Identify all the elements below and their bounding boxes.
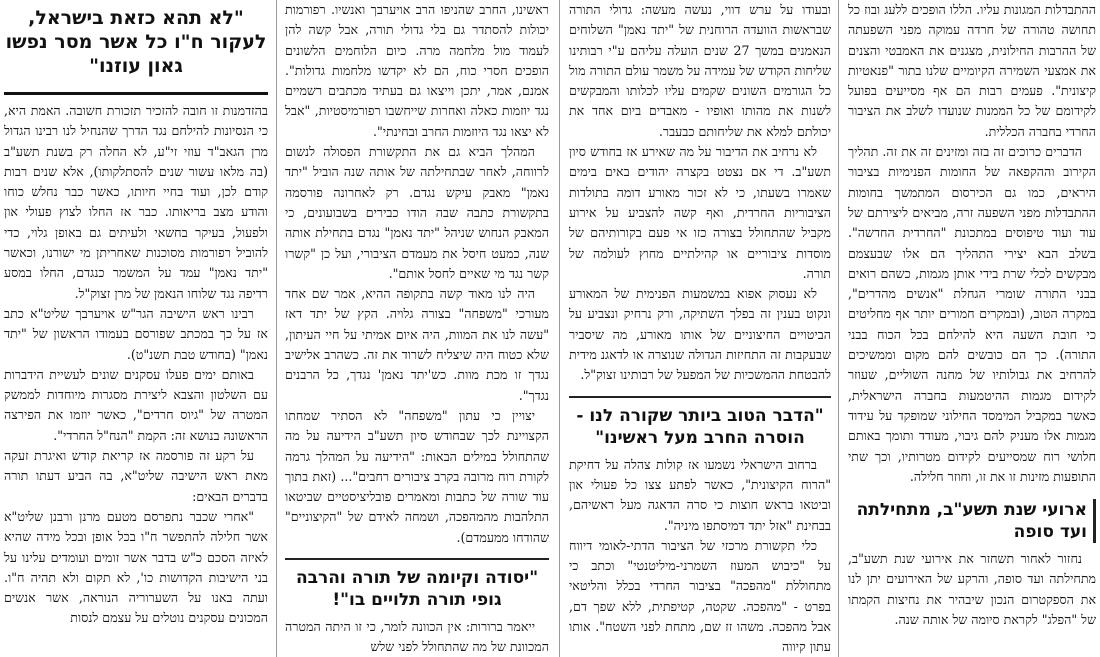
section-heading: ארועי שנת תשע"ב, מתחילתה ועד סופה (848, 499, 1096, 543)
paragraph: כלי תקשורת מרכזי של הציבור הדתי-לאומי דיווח על "כיבוש המעוז השמרני-מיליטנטי" וכתב כי מתחוללת "מהפכה" בציבור החרדי בכלל והליטאי בפרט - "מהפכה. שקטה, קטיפתית, ללא שפך דם, אבל מהפכה. משהו זז שם, מתחת לפני השטח". אותו עתון קיווה (569, 537, 831, 655)
paragraph: המהלך הביא גם את התקשורת הפסולה לנשום לרווחה, לאחר שבתחילתה של אותה שנה הוביל "יתד נאמן" מאבק עיקש נגדם. רק לאחרונה פורסמה בתקשורת כתבה שבה הודו כבירים בשבועונים, כי המאבק הנחוש שניהל "יתד נאמן" נגדם בתחילת אותה שנה, כמעט חיסל את מעמדם הציבורי, ועל כן "קשרו קשר נגד מי שאיים לחסל אותם". (285, 144, 549, 281)
column-rule (559, 0, 560, 657)
paragraph: ברחוב הישראלי נשמעו אז קולות צהלה על דחיקת "הרוח הקיצונית", כאשר לפתע צצו כל פעולי און וביטאו בראש חוצות כי סרה הדאגה מעל ראשיהם, בבחינת "אזל יתד דמיסתפו מיניה". (569, 456, 831, 533)
paragraph: היה לנו מאוד קשה בתקופה ההיא, אמר שם אחד מעורכי "משפחה" בצורה גלויה. הקץ של יתד דאז "עשה לנו את המוות, היה איום אמיתי על חיי העיתון, שלא כטוח היה שיצליח לשרוד את זה. כשהרב אלישיב נגדך זו מכת מוות. כש'יתד נאמן' נגדך, כל הרבנים נגדך". (285, 286, 549, 403)
section-heading: "הדבר הטוב ביותר שקורה לנו - הוסרה החרב מעל ראשינו" (569, 396, 831, 449)
column-rule (276, 0, 277, 657)
article-column-4 (4, 0, 268, 657)
paragraph: הדברים כרוכים זה בזה ומזינים זה את זה. תהליך הקירוב וההקפאה של החומות הפנימיות בציבור היראים, כמו גם הכירסום המתמשך בחומות ההתבדלות מפני השפעה זרה, מביאים ליצירתם של עוד ועוד טיפוסים במתכונת "החרדית החדשה". בשלב הבא יצירי התהליך הם אלו שבעצמם מבקשים לכלי שרת בידי אותן מגמות, כשהם רואים בבני התורה שומרי הגחלת "אנשים מהדרים", במקרה הטוב, (ובמקרים חמורים יותר אף מחליטים כי חובת השעה היא להילחם בכל הכוח בבני התורה). כך הם כובשים להם מקום וממשיכים להרחיב את גבולותיו של מחנה השוליים, שעוזר לקידום מגמות ההיטמעות בחברה הישראלית, כאשר במקביל המימסד החילוני שמופקד על עידוד מגמות אלו מעניק להם גיבוי, מעודד ותומך באותם חלושי רוח שמסייעים לקידום מטרותיו, וכך שתי התופעות מזינות זו את זו, וחוזר חלילה. (848, 144, 1096, 484)
paragraph: ההתבדלות המגונות עליו. הללו הופכים ללעג ובוז כל תחושה טהורה של חרדה עמוקה מפני השפעתה של ההרבות החילונית, מצגנים את האמבטי והצנים את אמצעי השמירה הקיומיים שלנו בתור "פנאטיות קיצונית". פעמים רבות הם אף מסייעים בפועל לקידומם של כל הממנות שנועדו לשלב את הציבור החרדי בחברה הכללית. (848, 2, 1096, 139)
column-rule (838, 0, 839, 657)
paragraph: "אחרי שכבר נתפרסם מטעם מרנן ורבנן שליט"א אשר חלילה להתפשר ח"ו בכל אופן ובכל מידה שהיא לאיזה הסכם כ"ש בדבר אשר זומים ועומדים עלינו על בני הישיבות הקדושות כו', לא תקום ולא תהיה ח"ו. ועתה באנו על השערוריה הנוראה, אשר אנשים המכונים עסקנים נוטלים על עצמם לנסות (4, 508, 268, 626)
paragraph: בהזדמנות זו חובה להזכיר תזכורת חשובה. האמת היא, כי הנסיונות להילחם נגד הדרך שהנחיל לנו רבינו הגדול מרן הגאב"ד עוזי זי"ע, לא החלה רק בשנת תשע"ב (בה מלאו עשור שנים להסתלקותו), אלא שנים רבות קודם לכן, ועוד בחיי חיותו, כאשר כבר נחלש כוחו והודע מצב בריאותו. כבר אז החלו לצוץ פעולי און ולפעול, בעיקר בחשאי ולעיתים גם באופן גלוי, כדי להוביל רפורמות מסוכנות שאחריתן מי ישורנו, וכאשר "יתד נאמן" עמד על המשמר כנגדם, החלו במסע רדיפה נגד שלוחו הנאמן של מרן זצוק"ל. (4, 103, 268, 301)
section-heading: "יסודה וקיומה של תורה והרבה גופי תורה תלויים בו"! (285, 558, 549, 611)
paragraph: ייאמר ברורות: אין הכוונה לומר, כי זו היתה המטרה המכוונת של מה שהתחולל לפני שלש (285, 619, 549, 655)
paragraph: לא נרחיב את הדיבור על מה שאירע אז בחודש סיון תשע"ב. די אם נצטט בקצרה יהודים באים בימים שאמרו בשעתו, כי לא זכור מאורע דומה בתולדות הציבוריות החרדית, ואף קשה להצביע על אירוע מקביל שהתחולל בצורה כזו אי פעם בקורותיהם של מוסדות ציבוריים או קהילתיים מחוץ לעולמה של תורה. (569, 144, 831, 281)
paragraph: לא נעסוק אפוא במשמעות הפנימית של המאורע ונקוט בענין זה בפלך השתיקה, ורק נרחיק ונצביע על הביטויים החיצוניים של אותו מאורע, מה שיסביר שבעקבות זה התחיזות הגדולה שנוצרה או לדאגנ מידית להבטחת ההמשכיות של המפעל של רבותינו זצוק"ל. (569, 286, 831, 383)
article-column-2 (569, 0, 831, 657)
paragraph: באותם ימים פעלו עסקנים שונים לעשיית הידברות עם השלטון והצבא ליצירת מסגרות מיוחדות לממשק המטרה של "גיוס חרדים", כאשר יוזמו את הפירצה הראשונה בנושא זה: הקמת "הנח"ל החרדי". (4, 366, 268, 443)
section-headline: "לא תהא כזאת בישראל, לעקור ח"ו כל אשר מסר נפשו גאון עוזנו" (5, 7, 267, 77)
paragraph: יצויין כי עתון "משפחה" לא הסתיר שמחתו הקצויינת לכך שבחודש סיון תשע"ב הידיעה על מה שהתחולל במילים הבאות: "הידיעה על המהלך גרמה לקורת רוח מרובה בקרב ציבורים רחבים"... (זאת בתוך עוד שורה של כתבות ומאמרים פובליציסטיים שביטאו התלהבות מהמהפכה, ושמחה לאידם של "הקיצוניים" שהודחו ממעמדם). (285, 407, 549, 545)
paragraph: על רקע זה פורסמה אז קריאת קודש ואיגרת זעקה מאת ראש הישיבה שליט"א, בה הביע דעתו תורה בדברים הבאים: (4, 448, 268, 504)
paragraph: נחזור לאחור תשחזר את אירועי שנת תשע"ב, מתחילתה ועד סופה, והרקע של האירועים יתן לנו את הספקטרום הנכון שיבהיר את נחיצות הקמתו של "הפלג" לקראת סיומה של אותה שנה. (848, 551, 1096, 628)
headline-box (4, 6, 268, 95)
article-column-1 (848, 0, 1096, 657)
paragraph: רבינו ראש הישיבה הגר"ש אויערבך שליט"א כתב אז על כך במכתב שפורסם בעמודו הראשון של "יתד נאמן" (בחודש טבת תשנ"ט). (4, 305, 268, 362)
paragraph: ובעודו על ערש דווי, נעשה מעשה: גדולי התורה שבראשות הוועדה הרוחנית של "יתד נאמן" השלוחים הנאמנים במשך 27 שנים הועלה עליהם ע"י רבותינו שליחות הקודש של עמידה על משמר עולם התורה מול כל הגורמים השונים שקמים עליו לכלותו והמבקשים לשנות את מהותו ואופיו - מאבדים ביום אחד את יכולתם למלא את שליחותם כבעבר. (569, 2, 831, 139)
article-column-3 (285, 0, 549, 657)
paragraph: ראשינו, החרב שהניפו הרב אויערבך ואנשיו. רפורמות יכולות להסתדר גם בלי גדולי תורה, אבל קשה להן לעמוד מול מלחמה מרה. כיום הלוחמים הלשונים הופכים חסרי כוח, הם לא יקדשו מלחמות גדולות". אמנם, אמר, יתכן וייצאו גם בעתיד מכתבים רשמיים נגד יוזמות כאלה ואחרות שייחשבו רפורמיסטיות, "אבל לא יצאו נגד היוזמות החרב ובחינתי". (285, 2, 549, 139)
